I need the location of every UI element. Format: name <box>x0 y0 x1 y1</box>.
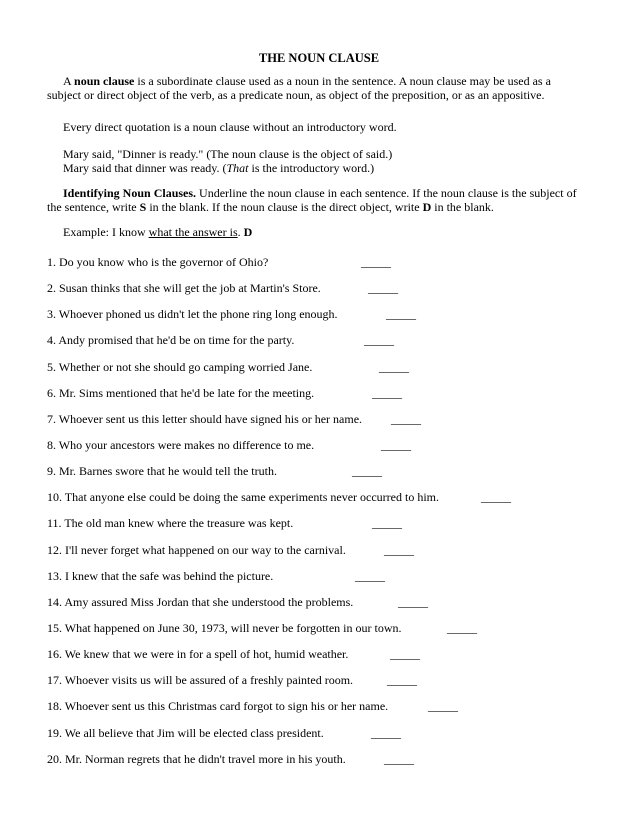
list-item: 14. Amy assured Miss Jordan that she understood the problems. <box>47 595 354 609</box>
list-item: 17. Whoever visits us will be assured of a freshly painted room. <box>47 673 354 687</box>
instructions-heading: Identifying Noun Clauses <box>63 186 194 200</box>
answer-blank[interactable]: _____ <box>361 255 391 269</box>
noun-clause-term: noun clause <box>74 74 135 88</box>
list-item: 19. We all believe that Jim will be elected class president. <box>47 726 324 740</box>
answer-blank[interactable]: _____ <box>355 569 385 583</box>
list-item: 7. Whoever sent us this letter should have signed his or her name. <box>47 412 363 426</box>
list-item: 5. Whether or not she should go camping worried Jane. <box>47 360 313 374</box>
list-item: 13. I knew that the safe was behind the picture. <box>47 569 274 583</box>
answer-blank[interactable]: _____ <box>384 543 414 557</box>
answer-blank[interactable]: _____ <box>428 699 458 713</box>
answer-blank[interactable]: _____ <box>379 360 409 374</box>
answer-blank[interactable]: _____ <box>384 752 414 766</box>
list-item: 18. Whoever sent us this Christmas card forgot to sign his or her name. <box>47 699 389 713</box>
answer-blank[interactable]: _____ <box>390 647 420 661</box>
list-item: 12. I'll never forget what happened on our way to the carnival. <box>47 543 346 557</box>
list-item: 15. What happened on June 30, 1973, will never be forgotten in our town. <box>47 621 402 635</box>
list-item: 3. Whoever phoned us didn't let the phone ring long enough. <box>47 307 338 321</box>
answer-blank[interactable]: _____ <box>364 333 394 347</box>
list-item: 8. Who your ancestors were makes no difference to me. <box>47 438 315 452</box>
example-answer: D <box>243 225 253 239</box>
list-item: 1. Do you know who is the governor of Ohio? <box>47 255 269 269</box>
quotation-rule: Every direct quotation is a noun clause without an introductory word. <box>63 120 397 134</box>
list-item: 2. Susan thinks that she will get the job at Martin's Store. <box>47 281 321 295</box>
page-title: THE NOUN CLAUSE <box>258 51 380 65</box>
example-underlined-clause: what the answer is <box>148 225 238 239</box>
intro-paragraph: A noun clause is a subordinate clause used as a noun in the sentence. A noun clause may be used as a subject or direct object of the verb, as a predicate noun, as object of the preposition, or as an appositive. <box>47 74 551 102</box>
answer-blank[interactable]: _____ <box>352 464 382 478</box>
mary-examples: Mary said, "Dinner is ready." (The noun clause is the object of said.) Mary said that dinner was ready. (That is the introductory word.) <box>63 147 393 175</box>
answer-blank[interactable]: _____ <box>391 412 421 426</box>
list-item: 4. Andy promised that he'd be on time for the party. <box>47 333 295 347</box>
list-item: 16. We knew that we were in for a spell of hot, humid weather. <box>47 647 349 661</box>
list-item: 6. Mr. Sims mentioned that he'd be late for the meeting. <box>47 386 315 400</box>
answer-blank[interactable]: _____ <box>447 621 477 635</box>
answer-blank[interactable]: _____ <box>371 726 401 740</box>
answer-blank[interactable]: _____ <box>381 438 411 452</box>
answer-blank[interactable]: _____ <box>372 516 402 530</box>
list-item: 9. Mr. Barnes swore that he would tell the truth. <box>47 464 277 478</box>
answer-blank[interactable]: _____ <box>368 281 398 295</box>
list-item: 20. Mr. Norman regrets that he didn't travel more in his youth. <box>47 752 346 766</box>
answer-blank[interactable]: _____ <box>398 595 428 609</box>
list-item: 10. That anyone else could be doing the same experiments never occurred to him. <box>47 490 439 504</box>
answer-blank[interactable]: _____ <box>387 673 417 687</box>
example-line: Example: I know what the answer is. D <box>63 225 253 239</box>
answer-blank[interactable]: _____ <box>372 386 402 400</box>
answer-blank[interactable]: _____ <box>386 307 416 321</box>
instructions-paragraph: Identifying Noun Clauses. Underline the noun clause in each sentence. If the noun clause is the subject of the sentence, write S in the blank. If the noun clause is the direct object, write D in the blank. <box>47 186 577 214</box>
answer-blank[interactable]: _____ <box>481 490 511 504</box>
list-item: 11. The old man knew where the treasure was kept. <box>47 516 294 530</box>
